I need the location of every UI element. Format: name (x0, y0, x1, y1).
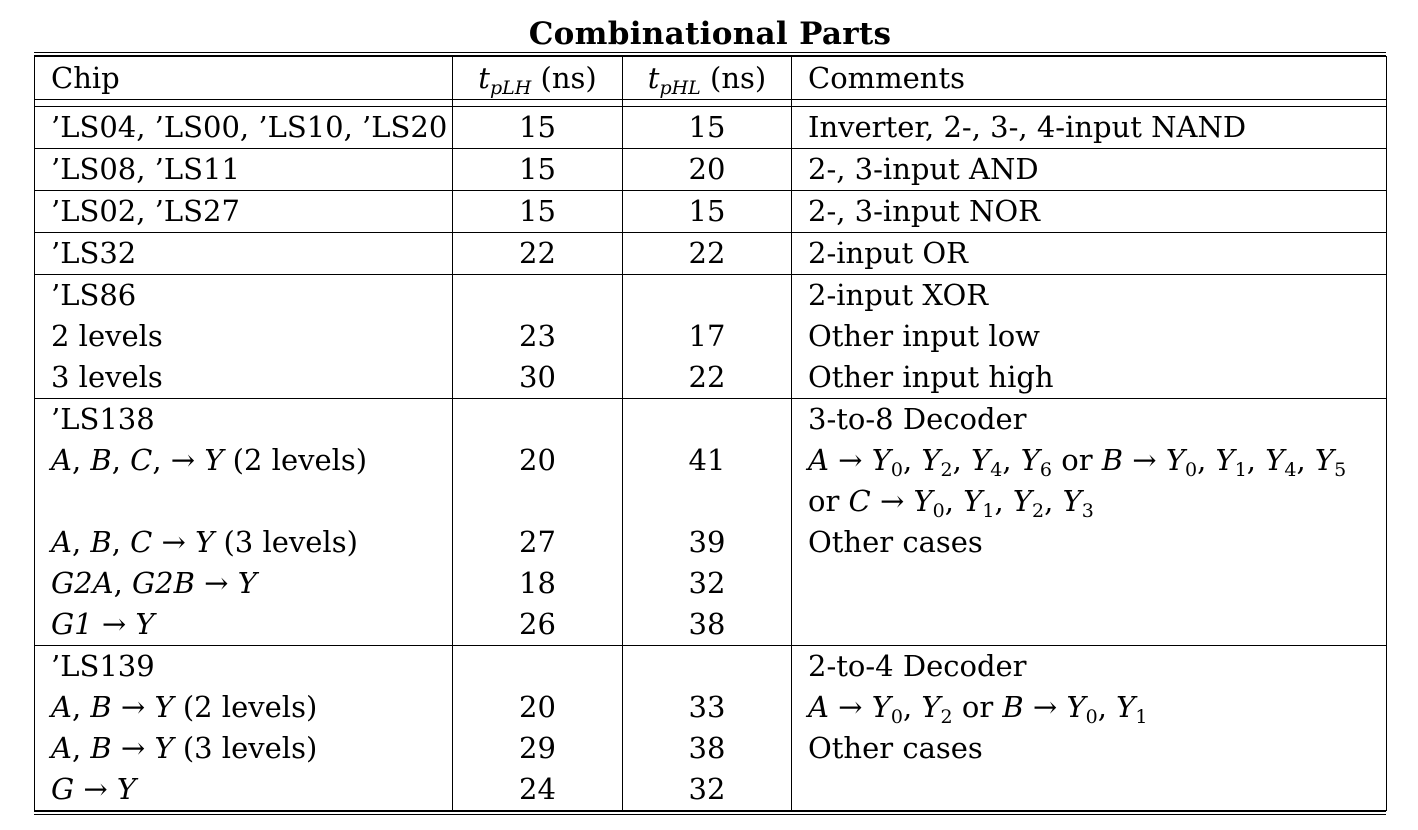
tphl-cell (623, 481, 792, 522)
table-row (35, 604, 1387, 646)
chip-cell: ’LS138 (35, 399, 453, 441)
tplh-cell: 20 (453, 440, 623, 481)
chip-cell: ’LS04, ’LS00, ’LS10, ’LS20 (35, 107, 453, 149)
tplh-cell (453, 275, 623, 317)
tphl-cell (623, 275, 792, 317)
bottom-double-rule (34, 811, 1386, 815)
tplh-cell (453, 646, 623, 688)
tphl-cell (623, 399, 792, 441)
tphl-cell: 38 (623, 604, 792, 646)
comment-cell: 2-input XOR (792, 275, 1387, 317)
tplh-cell: 27 (453, 522, 623, 563)
header-tplh (453, 57, 623, 100)
tplh-cell: 15 (453, 149, 623, 191)
table-row (35, 481, 1387, 522)
tphl-cell: 39 (623, 522, 792, 563)
table-row (35, 149, 1387, 191)
chip-cell: G → Y (35, 769, 453, 811)
chip-group (35, 233, 1387, 275)
chip-cell: 2 levels (35, 316, 453, 357)
tplh-cell: 18 (453, 563, 623, 604)
comment-cell: 2-input OR (792, 233, 1387, 275)
tplh-cell: 20 (453, 687, 623, 728)
header-spacer (35, 100, 1387, 107)
chip-group (35, 191, 1387, 233)
table-row (35, 687, 1387, 728)
header-chip: Chip (35, 57, 453, 100)
tplh-cell: 26 (453, 604, 623, 646)
chip-cell: ’LS86 (35, 275, 453, 317)
comment-cell: $A \to Y_0$, $Y_2$, $Y_4$, $Y_6$ or $B \to Y_0$, $Y_1$, $Y_4$, $Y_5$ (792, 440, 1387, 481)
tplh-cell: 29 (453, 728, 623, 769)
chip-cell: 3 levels (35, 357, 453, 399)
table-row (35, 191, 1387, 233)
tphl-cell: 32 (623, 769, 792, 811)
tphl-cell: 15 (623, 191, 792, 233)
comment-cell: 2-, 3-input AND (792, 149, 1387, 191)
table-row (35, 522, 1387, 563)
table-row (35, 646, 1387, 688)
chip-cell: G2A, G2B → Y (35, 563, 453, 604)
header-row (35, 57, 1387, 100)
table-row (35, 399, 1387, 441)
comment-cell: Other cases (792, 728, 1387, 769)
table-row (35, 275, 1387, 317)
chip-cell: G1 → Y (35, 604, 453, 646)
tphl-cell: 17 (623, 316, 792, 357)
header-tplh-symbol: t (478, 61, 490, 95)
comment-cell (792, 563, 1387, 604)
comment-cell: Other cases (792, 522, 1387, 563)
comment-cell (792, 769, 1387, 811)
tplh-cell: 15 (453, 191, 623, 233)
combinational-parts-table-page (34, 16, 1386, 815)
chip-group (35, 646, 1387, 811)
chip-group (35, 275, 1387, 399)
comment-cell: 2-, 3-input NOR (792, 191, 1387, 233)
header-tplh-unit: (ns) (540, 61, 597, 95)
combinational-parts-table (34, 56, 1387, 811)
table-row (35, 563, 1387, 604)
comment-cell: 3-to-8 Decoder (792, 399, 1387, 441)
header-tplh-subscript: pLH (489, 77, 532, 99)
chip-cell: ’LS02, ’LS27 (35, 191, 453, 233)
comment-cell: 2-to-4 Decoder (792, 646, 1387, 688)
tphl-cell: 15 (623, 107, 792, 149)
comment-cell: Other input high (792, 357, 1387, 399)
table-row (35, 233, 1387, 275)
table-title: Combinational Parts (528, 16, 892, 52)
header-tphl-subscript: pHL (659, 77, 701, 99)
chip-group (35, 149, 1387, 191)
tphl-cell: 22 (623, 233, 792, 275)
chip-cell: ’LS32 (35, 233, 453, 275)
tplh-cell (453, 399, 623, 441)
chip-cell: ’LS139 (35, 646, 453, 688)
comment-cell: $A \to Y_0$, $Y_2$ or $B \to Y_0$, $Y_1$ (792, 687, 1387, 728)
chip-cell (35, 481, 453, 522)
header-tphl (623, 57, 792, 100)
tphl-cell: 33 (623, 687, 792, 728)
table-row (35, 107, 1387, 149)
tphl-cell (623, 646, 792, 688)
tplh-cell: 24 (453, 769, 623, 811)
tplh-cell: 23 (453, 316, 623, 357)
comment-cell: Inverter, 2-, 3-, 4-input NAND (792, 107, 1387, 149)
tplh-cell (453, 481, 623, 522)
tplh-cell: 15 (453, 107, 623, 149)
comment-cell (792, 604, 1387, 646)
chip-group (35, 399, 1387, 646)
chip-cell: A, B, C → Y (3 levels) (35, 522, 453, 563)
tphl-cell: 32 (623, 563, 792, 604)
tphl-cell: 38 (623, 728, 792, 769)
chip-group (35, 107, 1387, 149)
comment-cell: or $C \to Y_0$, $Y_1$, $Y_2$, $Y_3$ (792, 481, 1387, 522)
tphl-cell: 22 (623, 357, 792, 399)
table-row (35, 357, 1387, 399)
header-tphl-symbol: t (647, 61, 660, 95)
header-tphl-unit: (ns) (710, 61, 767, 95)
chip-cell: A, B, C, → Y (2 levels) (35, 440, 453, 481)
comment-cell: Other input low (792, 316, 1387, 357)
table-row (35, 316, 1387, 357)
chip-cell: ’LS08, ’LS11 (35, 149, 453, 191)
tplh-cell: 22 (453, 233, 623, 275)
chip-cell: A, B → Y (2 levels) (35, 687, 453, 728)
tplh-cell: 30 (453, 357, 623, 399)
tphl-cell: 20 (623, 149, 792, 191)
table-row (35, 769, 1387, 811)
chip-cell: A, B → Y (3 levels) (35, 728, 453, 769)
table-row (35, 440, 1387, 481)
tphl-cell: 41 (623, 440, 792, 481)
table-row (35, 728, 1387, 769)
header-comments: Comments (792, 57, 1387, 100)
